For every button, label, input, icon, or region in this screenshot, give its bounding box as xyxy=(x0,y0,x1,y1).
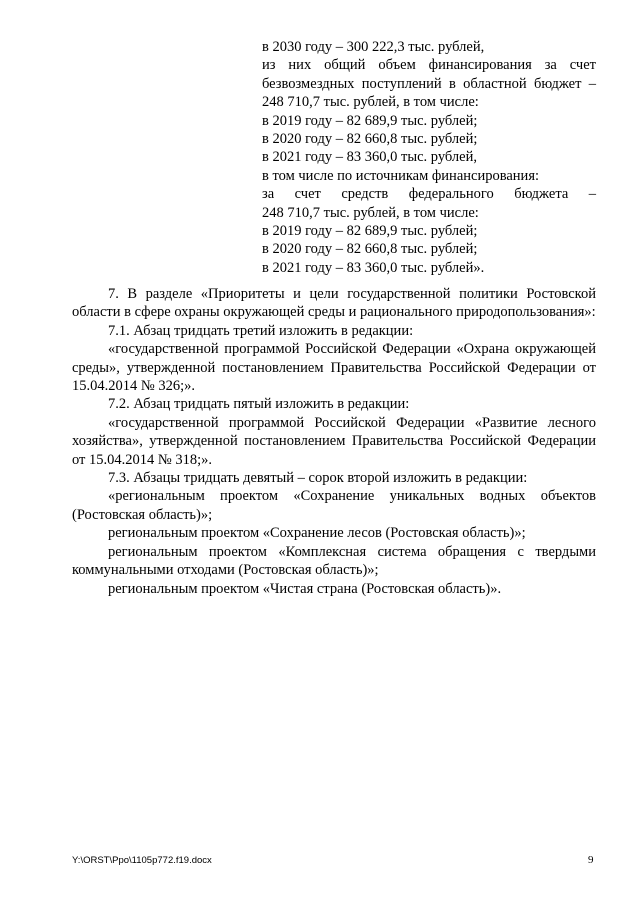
financing-line: в 2019 году – 82 689,9 тыс. рублей; xyxy=(262,112,478,129)
financing-line: в 2020 году – 82 660,8 тыс. рублей; xyxy=(262,131,478,148)
financing-line: в 2020 году – 82 660,8 тыс. рублей; xyxy=(262,241,478,258)
paragraph: региональным проектом «Комплексная система обращения с твердыми коммунальными отходами (Ростовская область)»; xyxy=(72,543,596,579)
paragraph: «государственной программой Российской Федерации «Охрана окружающей среды», утвержденной постановлением Правительства Российской Федерации от 15.04.2014 № 326;». xyxy=(72,341,596,395)
paragraph: 7.3. Абзацы тридцать девятый – сорок второй изложить в редакции: xyxy=(108,470,528,487)
financing-block xyxy=(262,38,596,277)
financing-line: 248 710,7 тыс. рублей, в том числе: xyxy=(262,94,479,111)
financing-line: в 2019 году – 82 689,9 тыс. рублей; xyxy=(262,223,478,240)
paragraph: 7.2. Абзац тридцать пятый изложить в редакции: xyxy=(108,396,410,413)
financing-line: в 2021 году – 83 360,0 тыс. рублей». xyxy=(262,259,485,276)
amendments-section xyxy=(72,285,596,598)
paragraph: 7.1. Абзац тридцать третий изложить в редакции: xyxy=(108,322,414,339)
financing-line: из них общий объем финансирования за счет xyxy=(262,57,596,74)
footer-file-path: Y:\ORST\Ppo\1105p772.f19.docx xyxy=(72,855,212,866)
paragraph: региональным проектом «Сохранение лесов (Ростовская область)»; xyxy=(108,525,526,542)
financing-line: безвозмездных поступлений в областной бюджет – xyxy=(262,75,596,92)
page-number: 9 xyxy=(588,854,594,866)
financing-line: 248 710,7 тыс. рублей, в том числе: xyxy=(262,204,479,221)
financing-line: в 2030 году – 300 222,3 тыс. рублей, xyxy=(262,39,485,55)
financing-line: в том числе по источникам финансирования: xyxy=(262,167,540,184)
paragraph: 7. В разделе «Приоритеты и цели государственной политики Ростовской области в сфере охраны окружающей среды и рационального природопользования»: xyxy=(72,286,596,321)
paragraph: региональным проектом «Чистая страна (Ростовская область)». xyxy=(108,580,502,597)
paragraph: «региональным проектом «Сохранение уникальных водных объектов (Ростовская область)»; xyxy=(72,488,596,523)
financing-line: в 2021 году – 83 360,0 тыс. рублей, xyxy=(262,149,477,166)
financing-line: за счет средств федерального бюджета – xyxy=(262,186,596,203)
paragraph: «государственной программой Российской Федерации «Развитие лесного хозяйства», утвержденной постановлением Правительства Российской Федерации от 15.04.2014 № 318;». xyxy=(72,414,596,468)
